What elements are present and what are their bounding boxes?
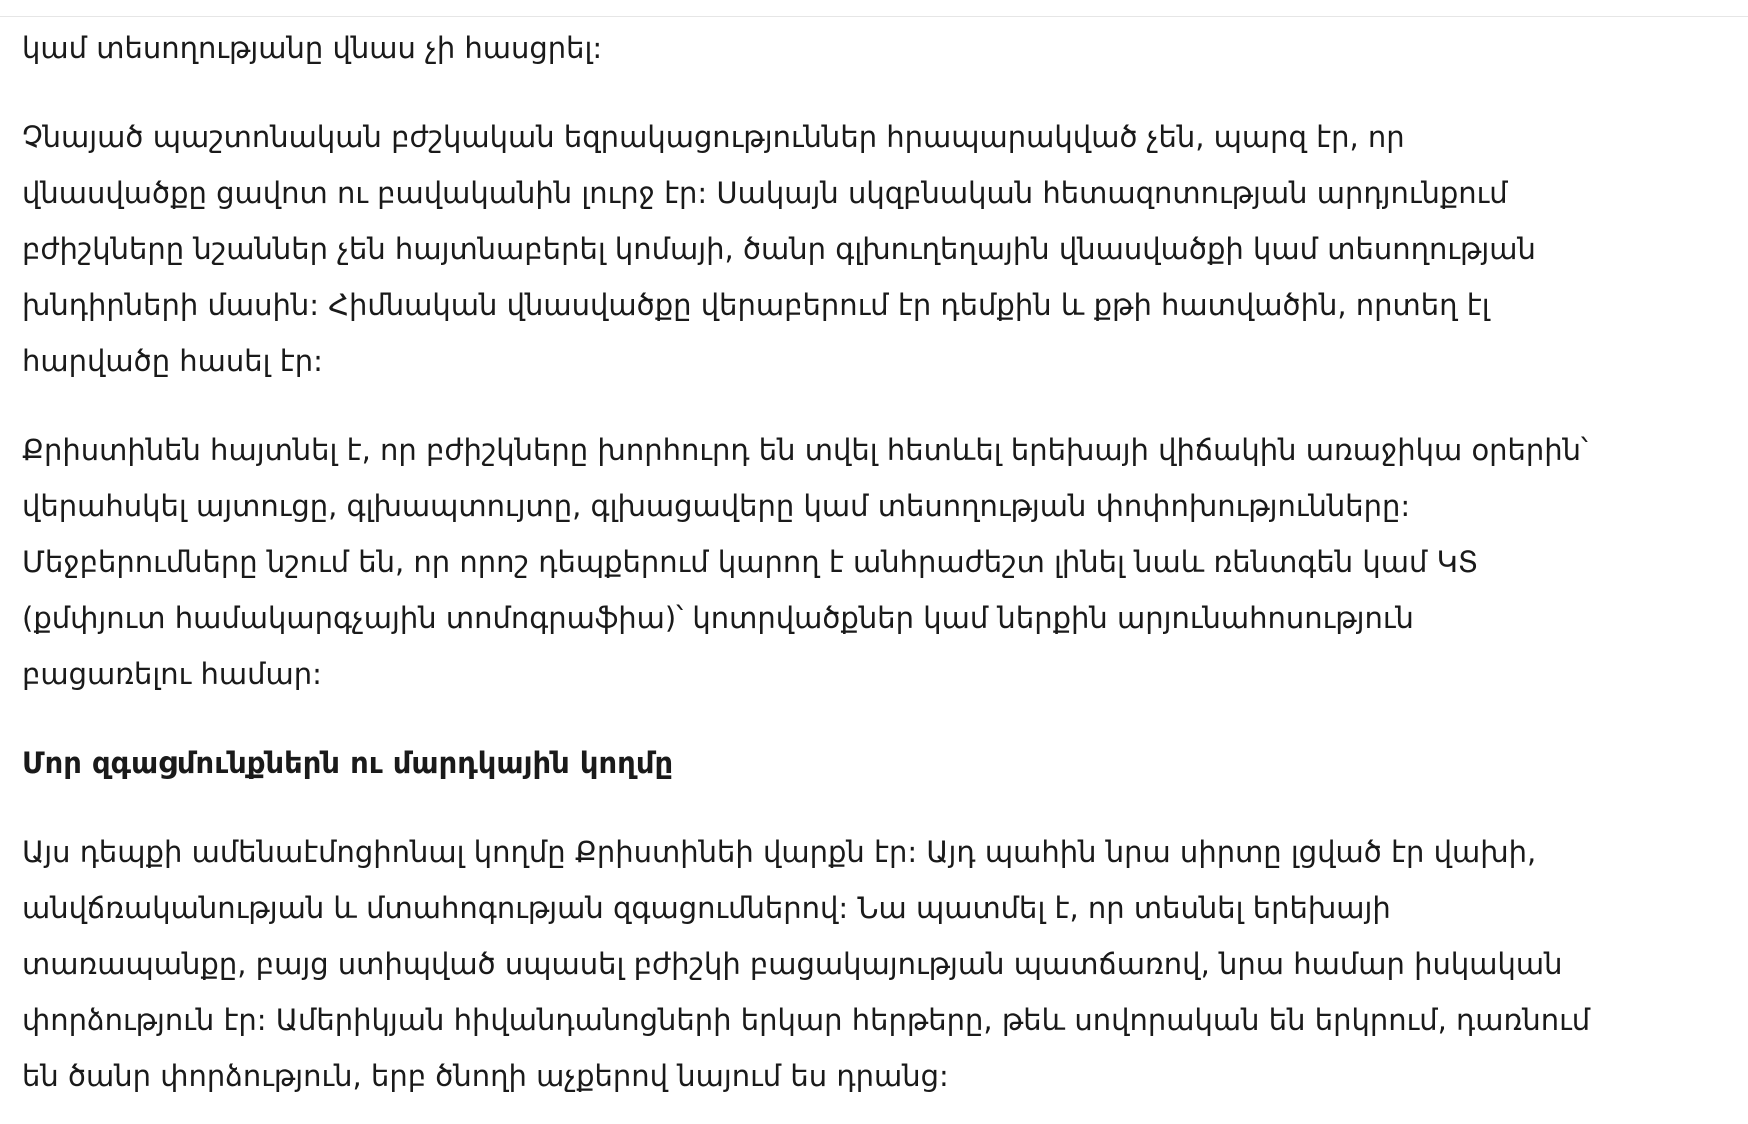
text-line: Այս դեպքի ամենաէմոցիոնալ կողմը Քրիստինեի վարքն էր: Այդ պահին նրա սիրտը լցված էր վախի, — [22, 835, 1537, 869]
text-line: են ծանր փորձություն, երբ ծնողի աչքերով նայում ես դրանց: — [22, 1059, 949, 1093]
text-line: խնդիրների մասին: Հիմնական վնասվածքը վերաբերում էր դեմքին և քթի հատվածին, որտեղ էլ — [22, 288, 1490, 322]
text-line: փորձություն էր: Ամերիկյան հիվանդանոցների երկար հերթերը, թեև սովորական են երկրում, դառնում — [22, 1003, 1591, 1037]
text-line: վնասվածքը ցավոտ ու բավականին լուրջ էր: Սակայն սկզբնական հետազոտության արդյունքում — [22, 176, 1508, 210]
top-divider — [0, 16, 1748, 17]
text-line: Չնայած պաշտոնական բժշկական եզրակացություններ հրապարակված չեն, պարզ էր, որ — [22, 120, 1405, 154]
article-body — [22, 20, 1642, 1124]
text-line: հարվածը հասել էր: — [22, 344, 323, 378]
paragraph-medical-report — [22, 109, 1642, 389]
section-heading: Մոր զգացմունքներն ու մարդկային կողմը — [22, 746, 674, 780]
paragraph-mother-feelings — [22, 824, 1642, 1104]
text-line: բացառելու համար: — [22, 657, 322, 691]
text-line: տառապանքը, բայց ստիպված սպասել բժիշկի բացակայության պատճառով, նրա համար իսկական — [22, 947, 1563, 981]
text-line: (քմփյուտ համակարգչային տոմոգրաֆիա)՝ կոտրվածքներ կամ ներքին արյունահոսություն — [22, 601, 1414, 635]
text-line: Քրիստինեն հայտնել է, որ բժիշկները խորհուրդ են տվել հետևել երեխայի վիճակին առաջիկա օրերին՝ — [22, 433, 1588, 467]
text-line: Մեջբերումները նշում են, որ որոշ դեպքերում կարող է անհրաժեշտ լինել նաև ռենտգեն կամ ԿՏ — [22, 545, 1479, 579]
paragraph-intro-tail — [22, 20, 1642, 76]
text-line: բժիշկները նշաններ չեն հայտնաբերել կոմայի, ծանր գլխուղեղային վնասվածքի կամ տեսողության — [22, 232, 1536, 266]
paragraph-doctors-advice — [22, 422, 1642, 702]
text-line: կամ տեսողությանը վնաս չի հասցրել: — [22, 31, 603, 65]
text-line: վերահսկել այտուցը, գլխապտույտը, գլխացավերը կամ տեսողության փոփոխությունները: — [22, 489, 1411, 523]
text-line: անվճռականության և մտահոգության զգացումներով: Նա պատմել է, որ տեսնել երեխայի — [22, 891, 1391, 925]
